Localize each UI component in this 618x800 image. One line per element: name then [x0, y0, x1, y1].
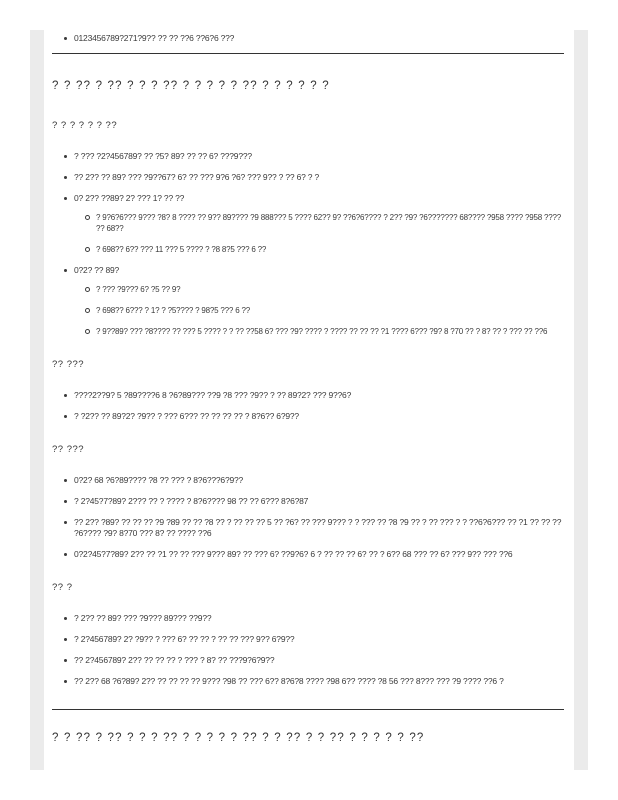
list-item [52, 676, 564, 687]
list-item [52, 549, 564, 560]
subsection-heading: ?? ??? [52, 359, 85, 370]
list-item: 0123456789?271?9?? ?? ?? ??6 ??6?6 ??? [52, 33, 564, 44]
nested-list [74, 212, 564, 255]
list-item [52, 411, 564, 422]
list-item [52, 517, 564, 539]
nested-list-item: ? 9?6?6??? 9??? ?8? 8 ???? ?? 9?? 89???? ?9 888??? 5 ???? 62?? 9? ??6?6???? ? 2?? ?9? ?6??????? 68???? ?958 ???? ?958 ???? ?? 68?? [74, 212, 564, 234]
list-item-text: 0?2?45?7?89? 2?? ?? ?1 ?? ?? ??? 9??? 89? ?? ??? 6? ??9?6? 6 ? ?? ?? ?? 6? ?? ? 6?? 68 ??? ?? 6? ??? 9?? ??? ??6 [74, 549, 513, 559]
list-item [52, 634, 564, 645]
list-item [52, 265, 564, 337]
list-item-text: ? 2?? ?? 89? ??? ?9??? 89??? ??9?? [74, 613, 212, 623]
bullet-list [52, 613, 564, 687]
list-item [52, 390, 564, 401]
divider [52, 709, 564, 710]
list-item-text: 0?2? 68 ?6?89???? ?8 ?? ??? ? 8?6???6?9?? [74, 475, 244, 485]
list-item-text: ? ?2?? ?? 89?2? ?9?? ? ??? 6??? ?? ?? ?? ?? ? 8?6?? 6?9?? [74, 411, 299, 421]
list-item-text: ? ??? ?2?456789? ?? ?5? 89? ?? ?? 6? ???9??? [74, 151, 252, 161]
bullet-list [52, 390, 564, 422]
subsections [52, 120, 564, 687]
subsection-heading: ?? ? [52, 582, 73, 593]
list-item-text: ????2??9? 5 ?89????6 8 ?6?89??? ??9 ?8 ??? ?9?? ? ?? 89?2? ??? 9??6? [74, 390, 352, 400]
bullet-list [52, 475, 564, 560]
list-item-text: 0? 2?? ??89? 2? ??? 1? ?? ?? [74, 193, 185, 203]
list-item-text: ?? 2?456789? 2?? ?? ?? ?? ? ??? ? 8? ?? ???9?6?9?? [74, 655, 275, 665]
list-item [52, 613, 564, 624]
nested-list-item: ? 698?? 6??? ? 1? ? ?5???? ? 98?5 ??? 6 ?? [74, 305, 564, 316]
divider [52, 53, 564, 54]
list-item [52, 655, 564, 666]
list-item [52, 193, 564, 255]
nested-list-item: ? 9??89? ??? ?8???? ?? ??? 5 ???? ? ? ?? ??58 6? ??? ?9? ???? ? ???? ?? ?? ?? ?1 ???? 6??? ?9? 8 ?70 ?? ? 8? ?? ? ??? ?? ??6 [74, 326, 564, 337]
document-content [52, 30, 564, 772]
list-item-text: ? 2?456789? 2? ?9?? ? ??? 6? ?? ?? ? ?? ?? ??? 9?? 6?9?? [74, 634, 295, 644]
list-item-text: ?? 2?? ?89? ?? ?? ?? ?9 ?89 ?? ?? ?8 ?? ? ?? ?? ?? 5 ?? ?6? ?? ??? 9??? ? ? ??? ?? ?8 ?9 ?? ? ?? ??? ? ? ??6?6??? ?? ?1 ?? ?? ?? ?6???? ?9? 8?70 ??? 8? ?? ???? ??6 [74, 517, 562, 538]
right-gutter [574, 30, 588, 770]
left-gutter [30, 30, 44, 770]
subsection-heading: ? ? ? ? ? ? ?? [52, 120, 118, 131]
list-item [52, 496, 564, 507]
top-list [52, 33, 564, 44]
list-item-text: ?? 2?? 68 ?6?89? 2?? ?? ?? ?? ?? 9??? ?98 ?? ??? 6?? 8?6?8 ???? ?98 6?? ???? ?8 56 ??? 8??? ??? ?9 ???? ??6 ? [74, 676, 504, 686]
section-title: ? ? ?? ? ?? ? ? ? ?? ? ? ? ? ? ?? ? ? ?? ? ? ?? ? ? ? ? ? ?? [52, 732, 425, 744]
section-title: ? ? ?? ? ?? ? ? ? ?? ? ? ? ? ? ?? ? ? ? ? ? ? [52, 80, 330, 92]
nested-list-item: ? ??? ?9??? 6? ?5 ?? 9? [74, 284, 564, 295]
bullet-list [52, 151, 564, 337]
list-item-text: 0?2? ?? 89? [74, 265, 120, 275]
list-item [52, 172, 564, 183]
nested-list [74, 284, 564, 337]
subsection-heading: ?? ??? [52, 444, 85, 455]
nested-list-item: ? 698?? 6?? ??? 11 ??? 5 ???? ? ?8 8?5 ??? 6 ?? [74, 244, 564, 255]
list-item [52, 475, 564, 486]
list-item-text: ? 2?45?7?89? 2??? ?? ? ???? ? 8?6???? 98 ?? ?? 6??? 8?6?87 [74, 496, 309, 506]
list-item [52, 151, 564, 162]
list-item-text: ?? 2?? ?? 89? ??? ?9??67? 6? ?? ??? 9?6 ?6? ??? 9?? ? ?? 6? ? ? [74, 172, 320, 182]
